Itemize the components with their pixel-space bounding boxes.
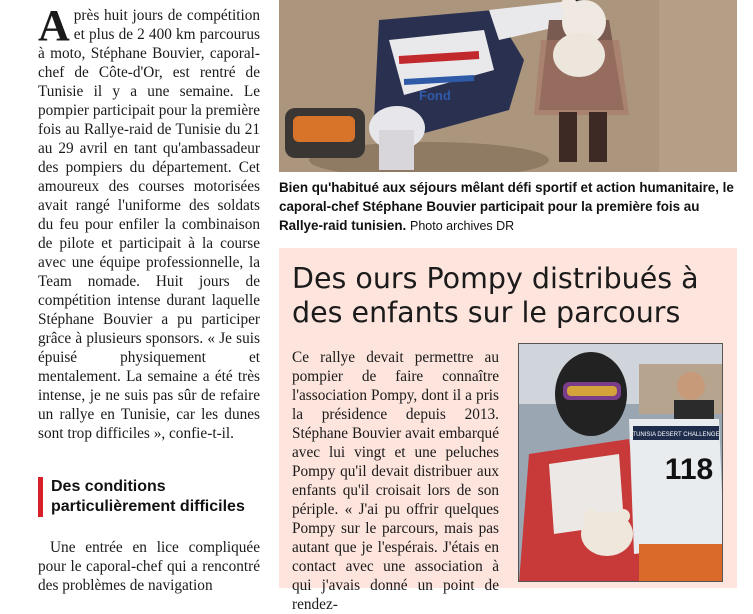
caption-text: Bien qu'habitué aux séjours mêlant défi sportif et action humanitaire, le caporal-chef Stéphane Bouvier participait pour la première fois au Rallye-raid tunisien. (279, 180, 734, 233)
article-paragraph-1 (38, 1, 260, 443)
article-paragraph-2 (38, 538, 260, 595)
plate-header: TUNISIA DESERT CHALLENGE (632, 432, 720, 438)
photo-credit: Photo archives DR (409, 219, 515, 233)
article-subheading: Des conditions particulièrement difficiles (38, 477, 273, 517)
box-paragraph-text: Ce rallye devait permettre au pompier de faire connaître l'association Pompy, dont il a pris la présidence depuis 2013. Stéphane Bouvier avait embarqué avec lui vingt et une peluches Pompy qu'il devait distribuer aux enfants qu'il croisait lors de son périple. « J'ai pu offrir quelques Pompy sur le parcours, mais pas autant que je l'espérais. J'étais en contact avec une association à qui j'avais donné un point de rendez- (292, 349, 499, 613)
photo-rider-with-child (279, 0, 737, 172)
photo-rider-helmet (518, 343, 723, 582)
photo-rider-illustration (279, 0, 737, 172)
photo-caption (279, 178, 739, 236)
drop-cap: A (38, 1, 70, 50)
paragraph-1-text: près huit jours de compétition et plus de 2 400 km parcourus à moto, Stéphane Bouvier, caporal-chef de Côte-d'Or, est rentré de Tunisie il y a une semaine. Le pompier participait pour la première fois au Rallye-raid de Tunisie du 21 au 29 avril en tant qu'ambassadeur des pompiers du département. Cet amoureux des courses motorisées avait rangé l'uniforme des soldats du feu pour enfiler la combinaison de pilote et participait à la course avec une équipe professionnelle, la Team nomade. Huit jours de compétition intense durant laquelle Stéphane Bouvier a pu participer grâce à plusieurs sponsors. « Je suis épuisé physiquement et mentalement. La semaine a été très intense, je ne suis pas sûr de refaire un rallye en Tunisie, car les dunes sont trop difficiles », confie-t-il. (38, 7, 260, 442)
article-column-left (38, 1, 260, 443)
photo-rider-helmet-illustration (519, 344, 723, 582)
box-paragraph (292, 348, 499, 614)
box-title: Des ours Pompy distribués à des enfants sur le parcours (292, 262, 699, 329)
plate-number: 118 (664, 453, 714, 486)
paragraph-2-text: Une entrée en lice compliquée pour le caporal-chef qui a rencontré des problèmes de navigation (38, 539, 260, 594)
jersey-text: Fond (419, 88, 451, 103)
